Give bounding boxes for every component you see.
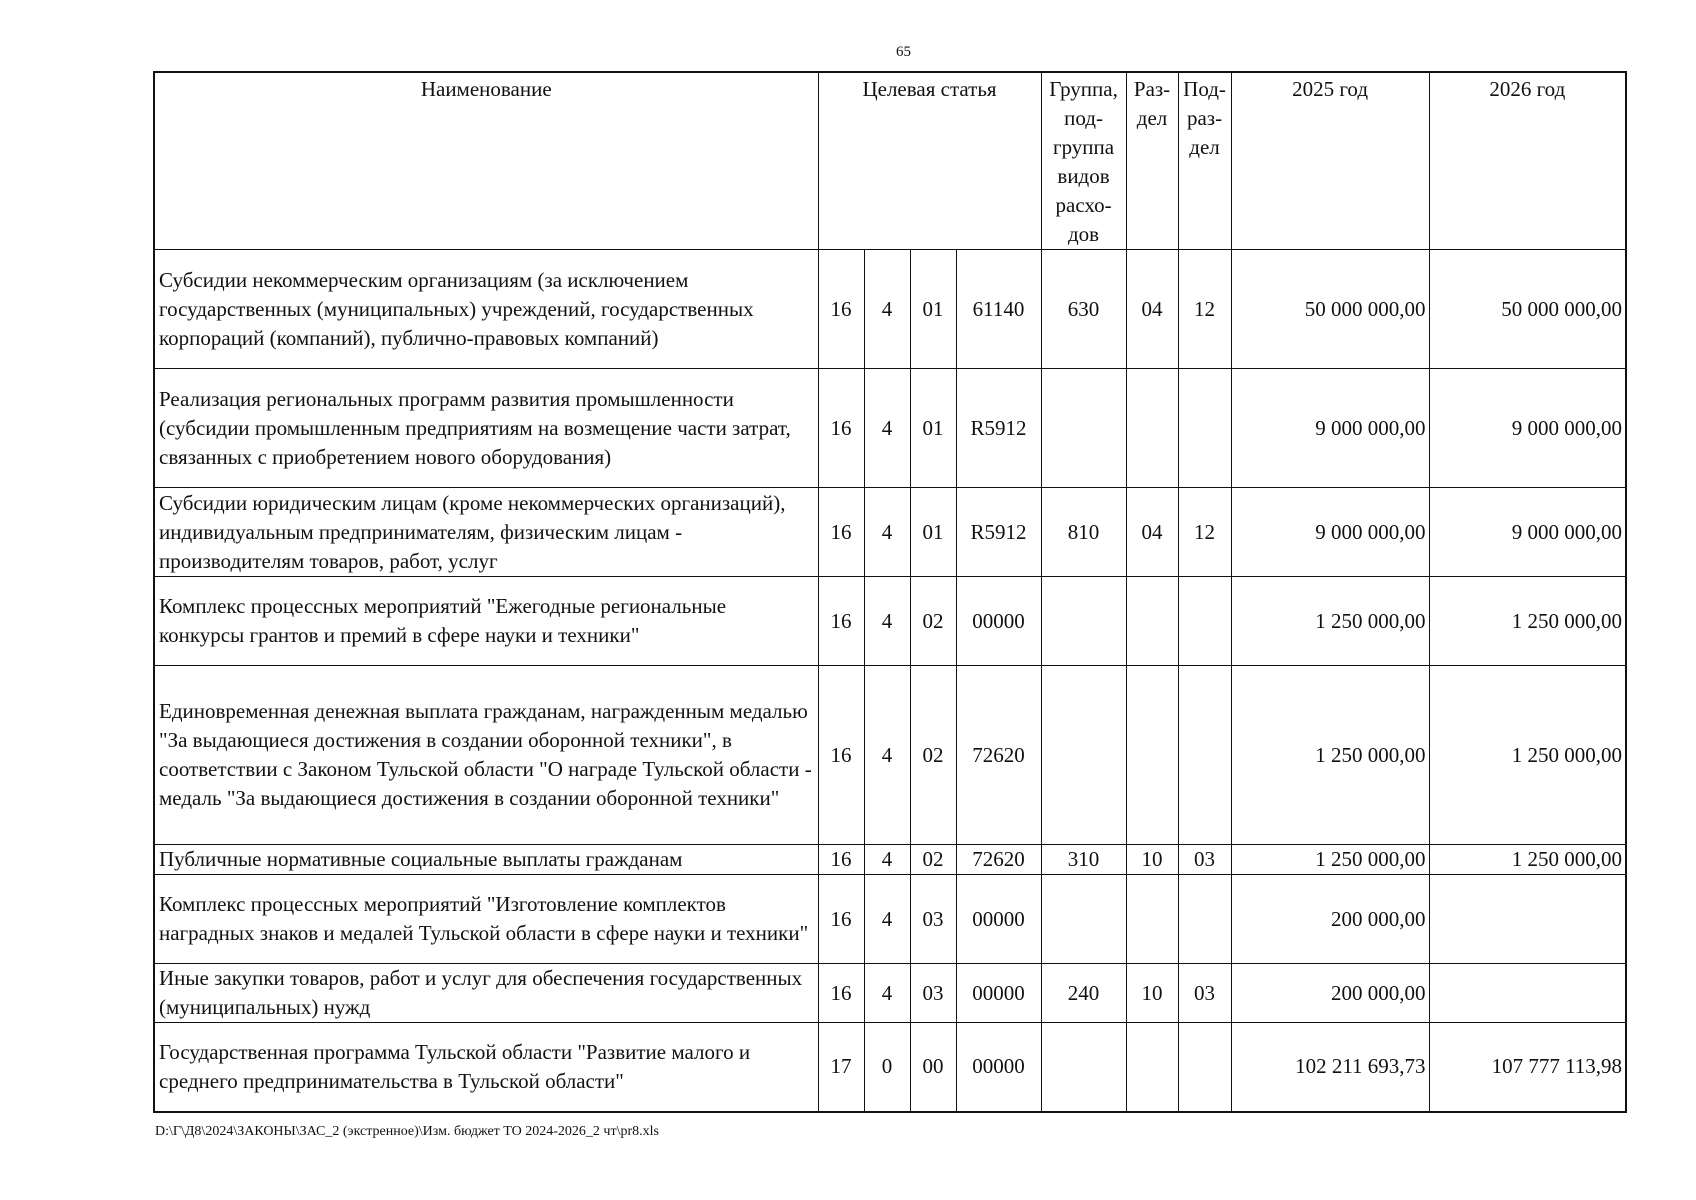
- target-code-2: 4: [864, 577, 910, 666]
- target-code-2: 4: [864, 488, 910, 577]
- target-code-2: 4: [864, 369, 910, 488]
- target-code-1: 16: [818, 845, 864, 875]
- target-code-1: 16: [818, 488, 864, 577]
- expense-group: [1041, 369, 1126, 488]
- target-code-2: 4: [864, 845, 910, 875]
- file-path: D:\Г\Д8\2024\ЗАКОНЫ\ЗАС_2 (экстренное)\Изм. бюджет ТО 2024-2026_2 чт\pr8.xls: [155, 1124, 659, 1139]
- amount-2025: 1 250 000,00: [1231, 845, 1429, 875]
- amount-2025: 9 000 000,00: [1231, 488, 1429, 577]
- row-name: Единовременная денежная выплата гражданам, награжденным медалью "За выдающиеся достижения в создании оборонной техники", в соответствии с Законом Тульской области "О награде Тульской области - медаль "За выдающиеся достижения в создании оборонной техники": [154, 666, 818, 845]
- row-name: Публичные нормативные социальные выплаты гражданам: [154, 845, 818, 875]
- subsection: 03: [1178, 964, 1231, 1023]
- target-code-2: 4: [864, 250, 910, 369]
- expense-group: [1041, 875, 1126, 964]
- target-code-1: 16: [818, 369, 864, 488]
- amount-2026: 50 000 000,00: [1429, 250, 1626, 369]
- amount-2026: 9 000 000,00: [1429, 488, 1626, 577]
- section: 10: [1126, 964, 1178, 1023]
- amount-2026: 107 777 113,98: [1429, 1023, 1626, 1112]
- target-code-2: 0: [864, 1023, 910, 1112]
- section: [1126, 369, 1178, 488]
- target-code-3: 01: [910, 250, 956, 369]
- target-code-4: 00000: [956, 1023, 1041, 1112]
- target-code-1: 16: [818, 250, 864, 369]
- header-2026: 2026 год: [1429, 72, 1626, 250]
- page-number: 65: [896, 44, 911, 60]
- expense-group: 240: [1041, 964, 1126, 1023]
- amount-2025: 1 250 000,00: [1231, 577, 1429, 666]
- table-row: [154, 666, 1626, 845]
- row-name: Субсидии некоммерческим организациям (за исключением государственных (муниципальных) учреждений, государственных корпораций (компаний), публично-правовых компаний): [154, 250, 818, 369]
- expense-group: [1041, 1023, 1126, 1112]
- row-name: Государственная программа Тульской области "Развитие малого и среднего предпринимательства в Тульской области": [154, 1023, 818, 1112]
- subsection: 12: [1178, 250, 1231, 369]
- target-code-3: 03: [910, 964, 956, 1023]
- table-row: [154, 250, 1626, 369]
- amount-2026: 1 250 000,00: [1429, 666, 1626, 845]
- subsection: 03: [1178, 845, 1231, 875]
- row-name: Комплекс процессных мероприятий "Изготовление комплектов наградных знаков и медалей Тульской области в сфере науки и техники": [154, 875, 818, 964]
- subsection: [1178, 666, 1231, 845]
- target-code-1: 17: [818, 1023, 864, 1112]
- row-name: Субсидии юридическим лицам (кроме некоммерческих организаций), индивидуальным предпринимателям, физическим лицам - производителям товаров, работ, услуг: [154, 488, 818, 577]
- amount-2026: 1 250 000,00: [1429, 577, 1626, 666]
- amount-2025: 200 000,00: [1231, 875, 1429, 964]
- expense-group: [1041, 577, 1126, 666]
- header-section: Раз-дел: [1126, 72, 1178, 250]
- table-header: [154, 72, 1626, 250]
- target-code-4: 61140: [956, 250, 1041, 369]
- header-2025: 2025 год: [1231, 72, 1429, 250]
- header-expense-group: Группа, под-группа видов расхо-дов: [1041, 72, 1126, 250]
- section: [1126, 1023, 1178, 1112]
- table-row: [154, 845, 1626, 875]
- amount-2025: 50 000 000,00: [1231, 250, 1429, 369]
- table-row: [154, 369, 1626, 488]
- target-code-4: 72620: [956, 666, 1041, 845]
- header-name: Наименование: [154, 72, 818, 250]
- section: [1126, 666, 1178, 845]
- budget-table: [153, 71, 1627, 1113]
- target-code-4: R5912: [956, 488, 1041, 577]
- target-code-1: 16: [818, 577, 864, 666]
- expense-group: 810: [1041, 488, 1126, 577]
- target-code-3: 01: [910, 369, 956, 488]
- amount-2025: 9 000 000,00: [1231, 369, 1429, 488]
- target-code-4: 00000: [956, 577, 1041, 666]
- subsection: [1178, 369, 1231, 488]
- target-code-3: 02: [910, 577, 956, 666]
- header-subsection: Под-раз-дел: [1178, 72, 1231, 250]
- target-code-1: 16: [818, 875, 864, 964]
- table-row: [154, 964, 1626, 1023]
- target-code-4: 00000: [956, 875, 1041, 964]
- amount-2026: 9 000 000,00: [1429, 369, 1626, 488]
- amount-2025: 1 250 000,00: [1231, 666, 1429, 845]
- section: [1126, 577, 1178, 666]
- table-row: [154, 488, 1626, 577]
- row-name: Иные закупки товаров, работ и услуг для обеспечения государственных (муниципальных) нужд: [154, 964, 818, 1023]
- subsection: [1178, 577, 1231, 666]
- subsection: [1178, 1023, 1231, 1112]
- target-code-4: 72620: [956, 845, 1041, 875]
- target-code-3: 03: [910, 875, 956, 964]
- target-code-2: 4: [864, 666, 910, 845]
- target-code-3: 02: [910, 845, 956, 875]
- target-code-3: 00: [910, 1023, 956, 1112]
- row-name: Комплекс процессных мероприятий "Ежегодные региональные конкурсы грантов и премий в сфере науки и техники": [154, 577, 818, 666]
- target-code-1: 16: [818, 666, 864, 845]
- table-row: [154, 577, 1626, 666]
- target-code-3: 02: [910, 666, 956, 845]
- amount-2025: 102 211 693,73: [1231, 1023, 1429, 1112]
- amount-2025: 200 000,00: [1231, 964, 1429, 1023]
- section: 04: [1126, 488, 1178, 577]
- subsection: [1178, 875, 1231, 964]
- table-row: [154, 875, 1626, 964]
- expense-group: 310: [1041, 845, 1126, 875]
- header-target-article: Целевая статья: [818, 72, 1041, 250]
- subsection: 12: [1178, 488, 1231, 577]
- target-code-4: R5912: [956, 369, 1041, 488]
- target-code-3: 01: [910, 488, 956, 577]
- target-code-2: 4: [864, 875, 910, 964]
- expense-group: [1041, 666, 1126, 845]
- section: 04: [1126, 250, 1178, 369]
- section: [1126, 875, 1178, 964]
- amount-2026: [1429, 964, 1626, 1023]
- section: 10: [1126, 845, 1178, 875]
- target-code-2: 4: [864, 964, 910, 1023]
- target-code-1: 16: [818, 964, 864, 1023]
- target-code-4: 00000: [956, 964, 1041, 1023]
- table-row: [154, 1023, 1626, 1112]
- amount-2026: 1 250 000,00: [1429, 845, 1626, 875]
- row-name: Реализация региональных программ развития промышленности (субсидии промышленным предприятиям на возмещение части затрат, связанных с приобретением нового оборудования): [154, 369, 818, 488]
- table-body: [154, 250, 1626, 1112]
- amount-2026: [1429, 875, 1626, 964]
- expense-group: 630: [1041, 250, 1126, 369]
